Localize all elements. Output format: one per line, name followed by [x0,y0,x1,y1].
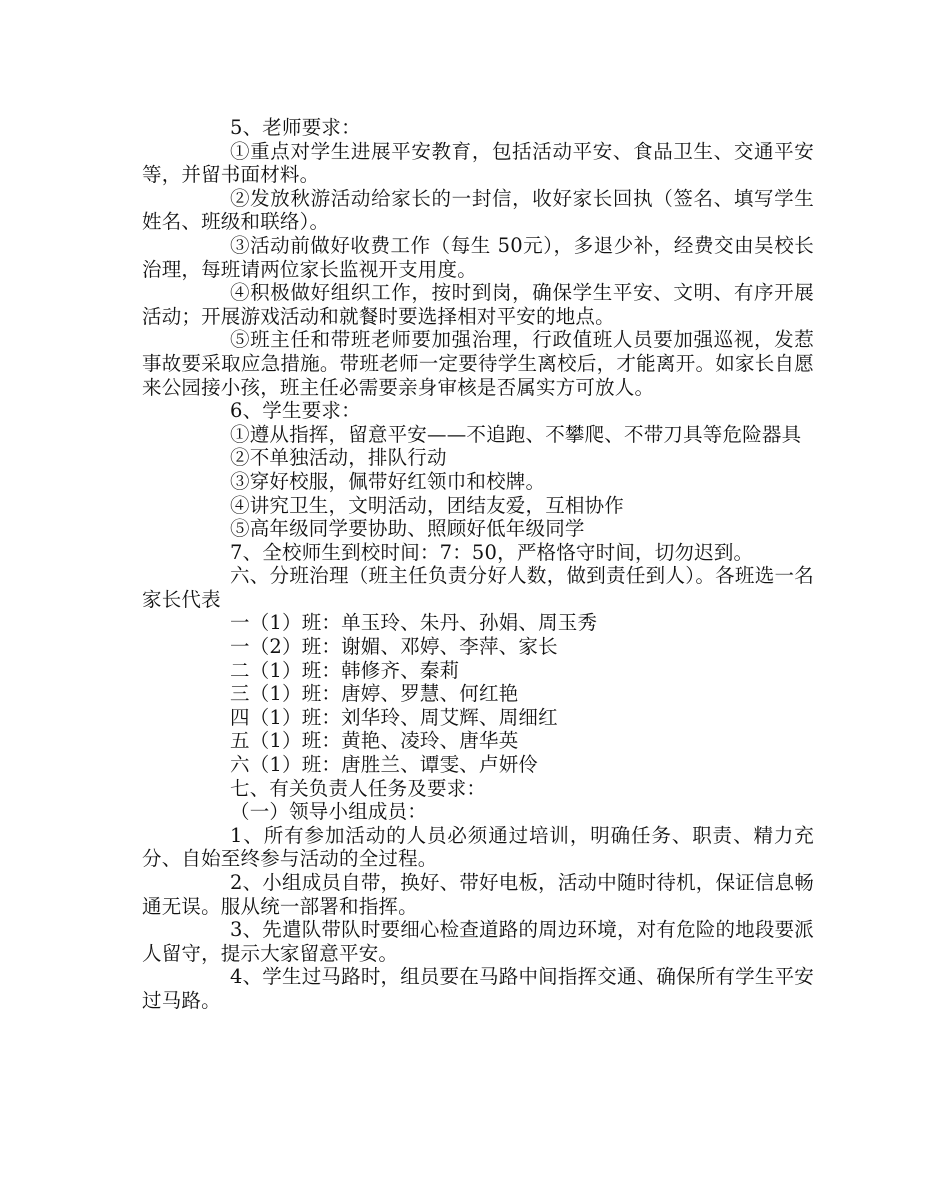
arrival-time: 7、全校师生到校时间：7：50，严格恪守时间，切勿迟到。 [230,540,754,564]
student-item-5: ⑤高年级同学要协助、照顾好低年级同学 [230,517,585,541]
teacher-item-2: ②发放秋游活动给家长的一封信，收好家长回执（签名、填写学生姓名、班级和联络）。 [142,186,814,234]
teacher-item-5: ⑤班主任和带班老师要加强治理，行政值班人员要加强巡视，发惹事故要采取应急措施。带班老师一定要待学生离校后，才能离开。如家长自愿来公园接小孩，班主任必需要亲身审核是否属实方可放人。 [142,328,814,399]
class-roster-5-1: 五（1）班：黄艳、凌玲、唐华英 [230,729,519,753]
heading-teacher-requirements: 5、老师要求： [230,116,361,139]
document-page [142,116,814,1013]
teacher-item-4: ④积极做好组织工作，按时到岗，确保学生平安、文明、有序开展活动；开展游戏活动和就餐时要选择相对平安的地点。 [142,281,814,328]
leadership-item-3: 3、先遣队带队时要细心检查道路的周边环境，对有危险的地段要派人留守，提示大家留意平安。 [142,918,814,965]
class-roster-2-1: 二（1）班：韩修齐、秦莉 [230,658,460,682]
student-item-2: ②不单独活动，排队行动 [230,446,447,470]
teacher-item-1: ①重点对学生进展平安教育，包括活动平安、食品卫生、交通平安等，并留书面材料。 [142,139,814,187]
subheading-leadership-group: （一）领导小组成员： [230,800,428,824]
teacher-item-3: ③活动前做好收费工作（每生 50元），多退少补，经费交由吴校长治理，每班请两位家长监视开支用度。 [142,233,814,281]
student-item-3: ③穿好校服，佩带好红领巾和校牌。 [230,469,546,493]
class-roster-3-1: 三（1）班：唐婷、罗慧、何红艳 [230,682,519,706]
class-roster-1-2: 一（2）班：谢媚、邓婷、李萍、家长 [230,635,558,659]
class-roster-1-1: 一（1）班：单玉玲、朱丹、孙娟、周玉秀 [230,611,598,635]
student-item-1: ①遵从指挥，留意平安——不追跑、不攀爬、不带刀具等危险器具 [230,422,802,446]
student-item-4: ④讲究卫生，文明活动，团结友爱，互相协作 [230,493,625,517]
leadership-item-2: 2、小组成员自带，换好、带好电板，活动中随时待机，保证信息畅通无误。服从统一部署和指挥。 [142,871,814,918]
class-roster-4-1: 四（1）班：刘华玲、周艾辉、周细红 [230,705,558,729]
class-roster-6-1: 六（1）班：唐胜兰、谭雯、卢妍伶 [230,753,539,777]
leadership-item-4: 4、学生过马路时，组员要在马路中间指挥交通、确保所有学生平安过马路。 [142,965,814,1012]
heading-responsibilities: 七、有关负责人任务及要求： [230,776,487,800]
heading-student-requirements: 6、学生要求： [230,399,361,423]
leadership-item-1: 1、所有参加活动的人员必须通过培训，明确任务、职责、精力充分、自始至终参与活动的全过程。 [142,823,814,871]
heading-class-management: 六、分班治理（班主任负责分好人数，做到责任到人）。各班选一名家长代表 [142,564,814,611]
